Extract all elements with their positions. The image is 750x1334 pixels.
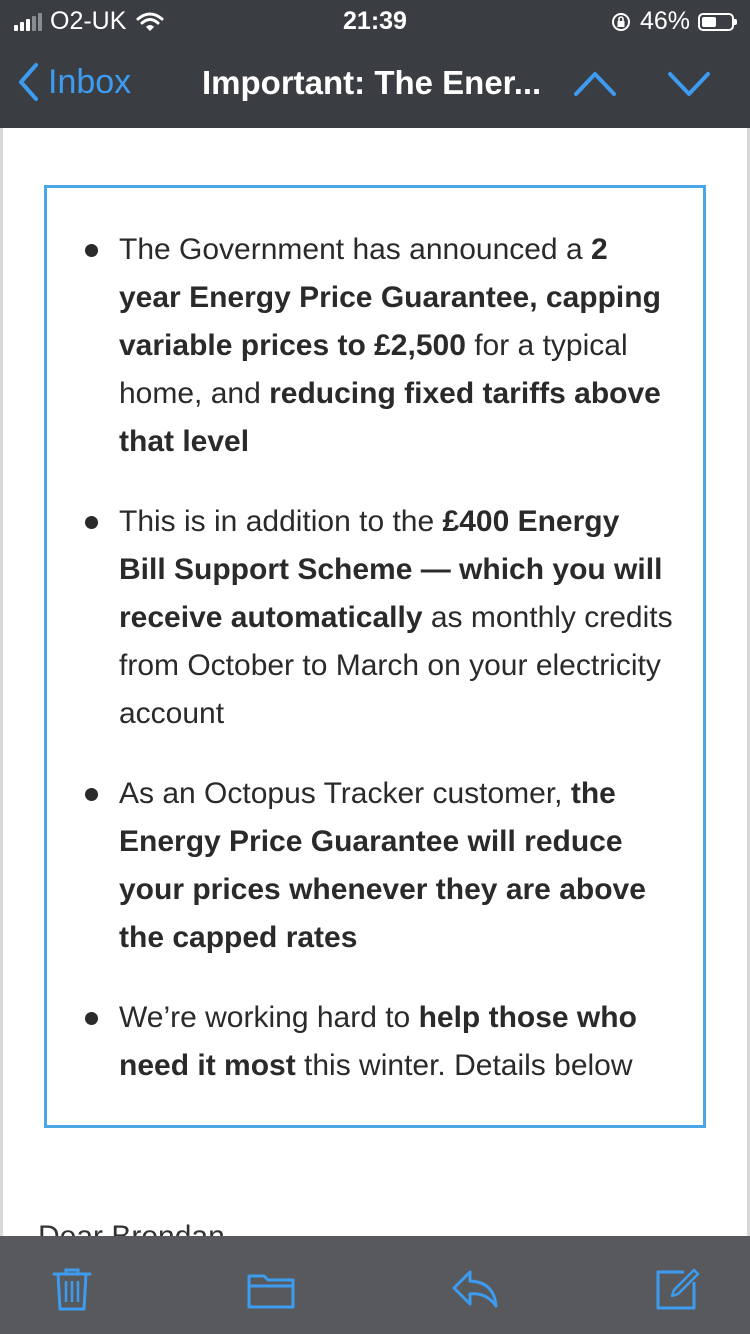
status-bar: [0, 0, 750, 42]
folder-icon[interactable]: [246, 1270, 296, 1310]
bullet-text: We’re working hard to: [119, 1001, 419, 1034]
summary-bullet: [47, 498, 703, 738]
summary-box: [44, 185, 706, 1128]
bullet-text: for a typical home, and: [119, 329, 628, 410]
summary-bullet: [47, 994, 703, 1090]
bullet-text: this winter. Details below: [295, 1049, 633, 1082]
summary-bullet: [47, 226, 703, 466]
bullet-bold-text: help those who need it most: [119, 1001, 637, 1082]
email-body[interactable]: [0, 128, 750, 1236]
trash-icon[interactable]: [50, 1266, 94, 1312]
summary-bullet: [47, 770, 703, 962]
bullet-bold-text: 2 year Energy Price Guarantee, capping variable prices to £2,500: [119, 233, 661, 362]
bullet-bold-text: £400 Energy Bill Support Scheme — which you will receive automatically: [119, 505, 663, 634]
bullet-bold-text: the Energy Price Guarantee will reduce your prices whenever they are above the capped rates: [119, 777, 646, 954]
body-border-left: [0, 128, 3, 1236]
battery-icon: [698, 13, 734, 31]
carrier-label: O2-UK: [50, 7, 127, 35]
next-message-button[interactable]: [666, 68, 712, 100]
summary-bullet-list: [47, 226, 703, 1122]
bullet-bold-text: reducing fixed tariffs above that level: [119, 377, 661, 458]
bullet-text: As an Octopus Tracker customer,: [119, 777, 571, 810]
bullet-text: The Government has announced a: [119, 233, 591, 266]
back-to-inbox-button[interactable]: [16, 62, 131, 102]
nav-bar: [0, 42, 750, 128]
previous-message-button[interactable]: [572, 68, 618, 100]
bullet-text: as monthly credits from October to March on your electricity account: [119, 601, 673, 730]
compose-icon[interactable]: [654, 1266, 700, 1312]
battery-percent: 46%: [639, 7, 690, 35]
email-subject-title: Important: The Ener...: [202, 64, 542, 101]
bullet-text: This is in addition to the: [119, 505, 443, 538]
reply-icon[interactable]: [450, 1268, 500, 1310]
chevron-left-icon: [16, 62, 40, 102]
orientation-lock-icon: [610, 11, 632, 33]
status-time: 21:39: [343, 7, 407, 35]
status-right: [610, 7, 734, 36]
bottom-toolbar: [0, 1236, 750, 1334]
back-label: Inbox: [48, 62, 132, 101]
